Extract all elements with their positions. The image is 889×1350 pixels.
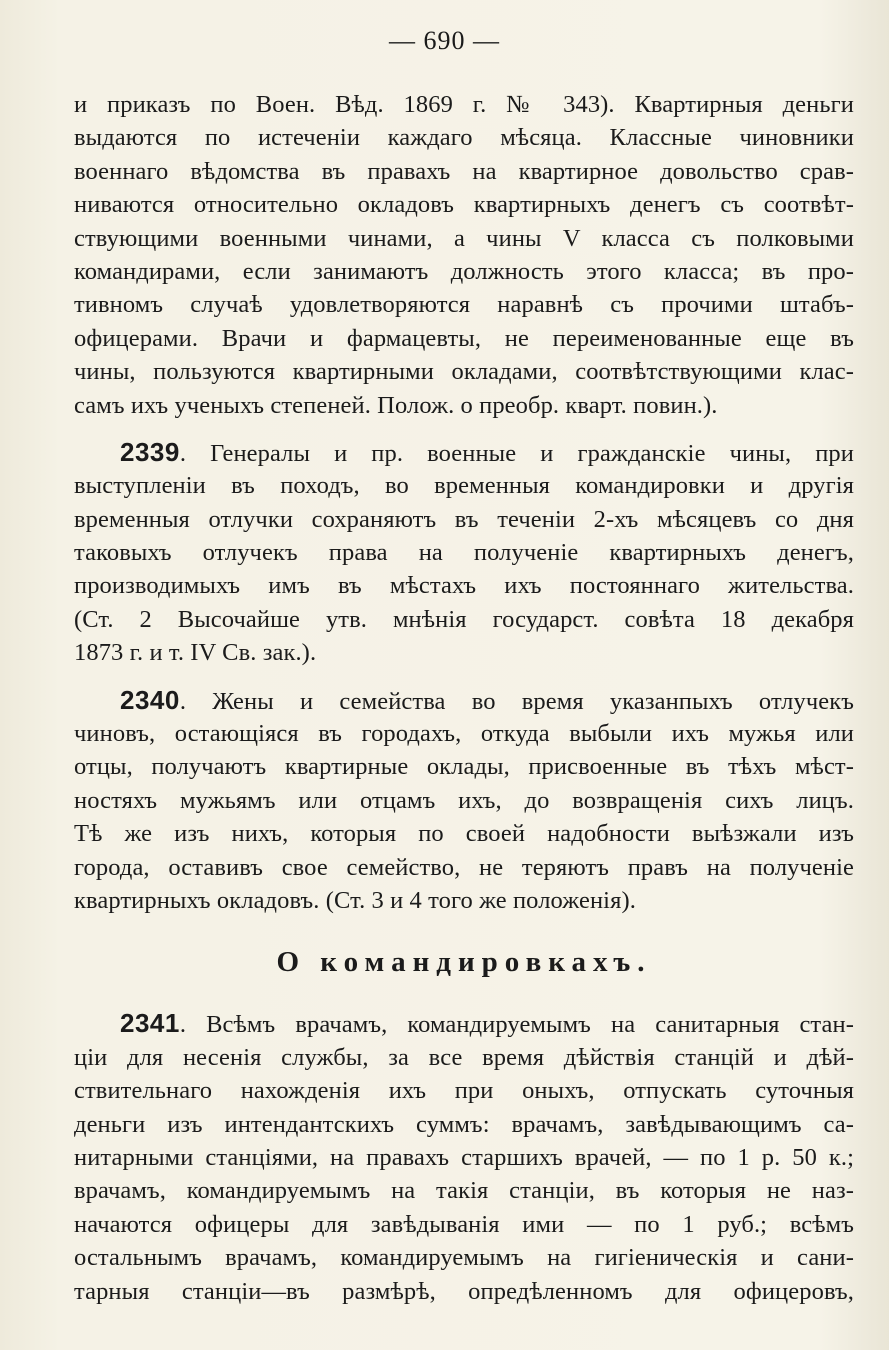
text-line: (Ст. 2 Высочайше утв. мнѣнія государст. совѣта 18 декабря <box>74 605 854 633</box>
text-line: самъ ихъ ученыхъ степеней. Полож. о преобр. кварт. повин.). <box>74 391 718 419</box>
text-line: ствительнаго нахожденія ихъ при оныхъ, отпускать суточныя <box>74 1077 854 1105</box>
text-line: врачамъ, командируемымъ на такія станціи, въ которыя не наз- <box>74 1177 854 1205</box>
text-line: таковыхъ отлучекъ права на полученіе квартирныхъ денегъ, <box>74 539 854 567</box>
page-body <box>74 88 854 1308</box>
text-line: выступленіи въ походъ, во временныя командировки и другія <box>74 472 854 500</box>
section-heading: О командировкахъ. <box>276 946 652 979</box>
text-line: ниваются относительно окладовъ квартирныхъ денегъ съ соотвѣт- <box>74 191 854 219</box>
text-line: чиновъ, остающіяся въ городахъ, откуда выбыли ихъ мужья или <box>74 720 854 748</box>
article-2339 <box>74 436 854 670</box>
text-line: выдаются по истеченіи каждаго мѣсяца. Классные чиновники <box>74 124 854 152</box>
text-line: ствующими военными чинами, а чины V класса съ полковыми <box>74 224 854 252</box>
article-first-text: . Жены и семейства во время указанпыхъ отлучекъ <box>179 687 854 715</box>
text-line: ціи для несенія службы, за все время дѣйствія станцій и дѣй- <box>74 1043 854 1071</box>
text-line: отцы, получаютъ квартирные оклады, присвоенные въ тѣхъ мѣст- <box>74 753 854 781</box>
page-number: — 690 — <box>389 26 500 55</box>
article-number: 2340 <box>120 684 180 715</box>
text-line: Тѣ же изъ нихъ, которыя по своей надобности выѣзжали изъ <box>74 820 854 848</box>
article-first-text: . Всѣмъ врачамъ, командируемымъ на санитарныя стан- <box>179 1011 854 1039</box>
article-first-line <box>74 1007 854 1040</box>
text-line: офицерами. Врачи и фармацевты, не переименованные еще въ <box>74 324 854 352</box>
text-line: производимыхъ имъ въ мѣстахъ ихъ постояннаго жительства. <box>74 572 854 600</box>
text-line: нитарными станціями, на правахъ старшихъ врачей, — по 1 р. 50 к.; <box>74 1143 854 1171</box>
text-line: командирами, если занимаютъ должность этого класса; въ про- <box>74 257 854 285</box>
text-line: ностяхъ мужьямъ или отцамъ ихъ, до возвращенія сихъ лицъ. <box>74 786 854 814</box>
article-number: 2341 <box>120 1008 180 1039</box>
text-line: временныя отлучки сохраняютъ въ теченіи 2-хъ мѣсяцевъ со дня <box>74 505 854 533</box>
article-number: 2339 <box>120 436 180 467</box>
text-line: 1873 г. и т. IV Св. зак.). <box>74 639 317 667</box>
text-line: чины, пользуются квартирными окладами, соотвѣтствующими клас- <box>74 358 854 386</box>
article-first-line <box>74 684 854 717</box>
article-2340 <box>74 684 854 918</box>
text-line: тарныя станціи—въ размѣрѣ, опредѣленномъ для офицеровъ, <box>74 1277 854 1305</box>
text-line: и приказъ по Воен. Вѣд. 1869 г. № 343). Квартирныя деньги <box>74 91 854 118</box>
text-line: остальнымъ врачамъ, командируемымъ на гигіеническія и сани- <box>74 1244 854 1272</box>
text-line: квартирныхъ окладовъ. (Ст. 3 и 4 того же положенія). <box>74 886 636 914</box>
text-line: деньги изъ интендантскихъ суммъ: врачамъ, завѣдывающимъ са- <box>74 1110 854 1138</box>
text-line: тивномъ случаѣ удовлетворяются наравнѣ съ прочими штабъ- <box>74 291 854 319</box>
article-2341 <box>74 1007 854 1308</box>
text-line: города, оставивъ свое семейство, не теряютъ правъ на полученіе <box>74 853 854 881</box>
paragraph-intro <box>74 88 854 422</box>
text-line: начаются офицеры для завѣдыванія ими — по 1 руб.; всѣмъ <box>74 1210 854 1238</box>
article-first-line <box>74 436 854 469</box>
article-first-text: . Генералы и пр. военные и гражданскіе чины, при <box>179 439 854 467</box>
text-line: военнаго вѣдомства въ правахъ на квартирное довольство срав- <box>74 157 854 185</box>
